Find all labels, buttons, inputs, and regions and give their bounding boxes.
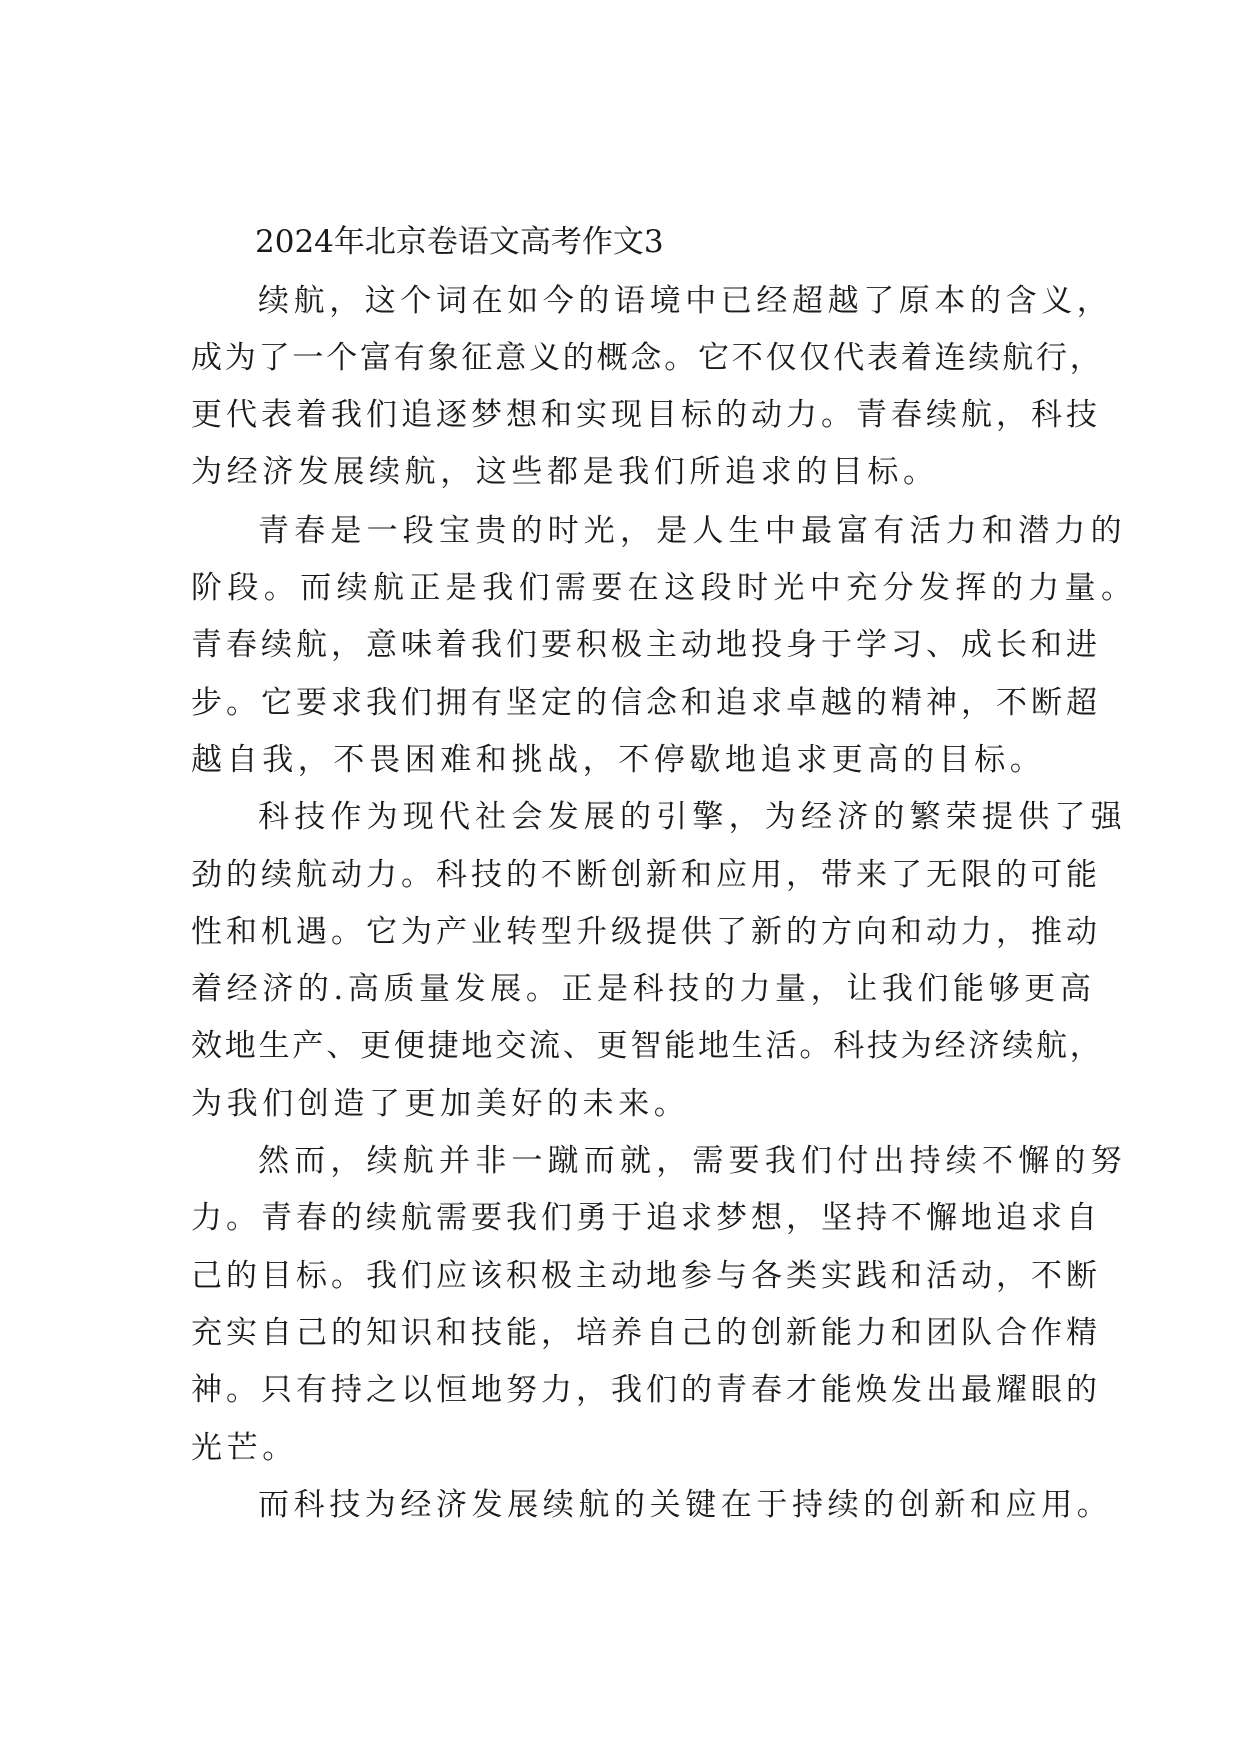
text-line: 续航，这个词在如今的语境中已经超越了原本的含义， xyxy=(258,283,1113,319)
text-line: 青春续航，意味着我们要积极主动地投身于学习、成长和进 xyxy=(191,627,1101,663)
text-line: 而科技为经济发展续航的关键在于持续的创新和应用。 xyxy=(258,1487,1113,1523)
text-line: 性和机遇。它为产业转型升级提供了新的方向和动力，推动 xyxy=(191,914,1101,950)
text-line: 步。它要求我们拥有坚定的信念和追求卓越的精神，不断超 xyxy=(191,685,1101,721)
text-line: 成为了一个富有象征意义的概念。它不仅仅代表着连续航行， xyxy=(191,340,1104,376)
text-line: 然而，续航并非一蹴而就，需要我们付出持续不懈的努 xyxy=(258,1143,1127,1179)
text-line: 己的目标。我们应该积极主动地参与各类实践和活动，不断 xyxy=(191,1258,1101,1294)
text-line: 阶段。而续航正是我们需要在这段时光中充分发挥的力量。 xyxy=(191,570,1138,606)
text-line: 效地生产、更便捷地交流、更智能地生活。科技为经济续航， xyxy=(191,1028,1104,1064)
text-line: 青春是一段宝贵的时光，是人生中最富有活力和潜力的 xyxy=(258,513,1127,549)
text-line: 着经济的.高质量发展。正是科技的力量，让我们能够更高 xyxy=(191,971,1096,1007)
text-line: 科技作为现代社会发展的引擎，为经济的繁荣提供了强 xyxy=(258,799,1127,835)
document-title: 2024年北京卷语文高考作文3 xyxy=(255,224,664,260)
text-line: 光芒。 xyxy=(191,1430,298,1466)
text-line: 为我们创造了更加美好的未来。 xyxy=(191,1086,690,1122)
text-line: 越自我，不畏困难和挑战，不停歇地追求更高的目标。 xyxy=(191,742,1046,778)
text-line: 更代表着我们追逐梦想和实现目标的动力。青春续航，科技 xyxy=(191,397,1101,433)
text-line: 为经济发展续航，这些都是我们所追求的目标。 xyxy=(191,454,939,490)
text-line: 神。只有持之以恒地努力，我们的青春才能焕发出最耀眼的 xyxy=(191,1372,1101,1408)
text-line: 力。青春的续航需要我们勇于追求梦想，坚持不懈地追求自 xyxy=(191,1200,1101,1236)
text-line: 劲的续航动力。科技的不断创新和应用，带来了无限的可能 xyxy=(191,857,1101,893)
text-line: 充实自己的知识和技能，培养自己的创新能力和团队合作精 xyxy=(191,1315,1101,1351)
